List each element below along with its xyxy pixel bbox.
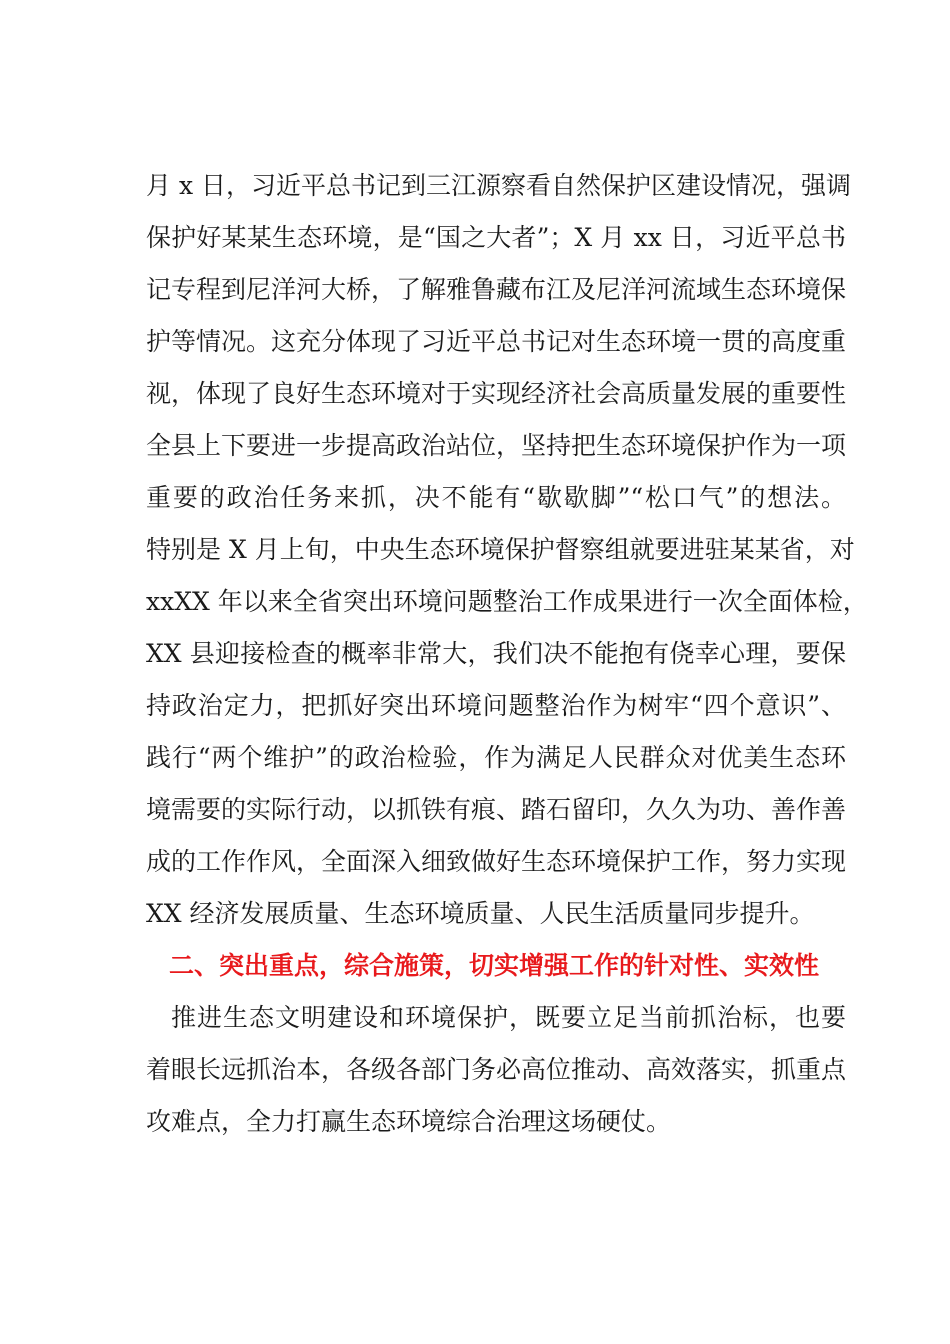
document-body <box>146 160 868 1148</box>
text-line: 月 x 日，习近平总书记到三江源察看自然保护区建设情况，强调 <box>146 171 851 200</box>
text-line: 护等情况。这充分体现了习近平总书记对生态环境一贯的高度重 <box>146 327 847 356</box>
text-line: 践行“两个维护”的政治检验，作为满足人民群众对优美生态环 <box>146 743 846 772</box>
text-line: 成的工作作风，全面深入细致做好生态环境保护工作，努力实现 <box>146 847 847 876</box>
paragraph-section-2 <box>146 992 846 1148</box>
text-line: 视，体现了良好生态环境对于实现经济社会高质量发展的重要性 <box>146 379 847 408</box>
text-line: XX 经济发展质量、生态环境质量、人民生活质量同步提升。 <box>146 899 815 928</box>
text-line: 记专程到尼洋河大桥，了解雅鲁藏布江及尼洋河流域生态环境保 <box>146 275 847 304</box>
text-line: 攻难点，全力打赢生态环境综合治理这场硬仗。 <box>146 1107 672 1136</box>
text-line: 重要的政治任务来抓，决不能有“歇歇脚”“松口气”的想法。 <box>146 483 846 512</box>
text-line: 特别是 X 月上旬，中央生态环境保护督察组就要进驻某某省，对 <box>146 535 855 564</box>
text-line: 推进生态文明建设和环境保护，既要立足当前抓治标，也要 <box>171 1003 846 1032</box>
text-line: 着眼长远抓治本，各级各部门务必高位推动、高效落实，抓重点 <box>146 1055 847 1084</box>
text-line: 境需要的实际行动，以抓铁有痕、踏石留印，久久为功、善作善 <box>146 795 847 824</box>
text-line: 全县上下要进一步提高政治站位，坚持把生态环境保护作为一项 <box>146 431 847 460</box>
text-line: 保护好某某生态环境，是“国之大者”；X 月 xx 日，习近平总书 <box>146 223 846 252</box>
text-line: xxXX 年以来全省突出环境问题整治工作成果进行一次全面体检， <box>146 587 868 616</box>
paragraph-continuation <box>146 160 868 940</box>
text-line: XX 县迎接检查的概率非常大，我们决不能抱有侥幸心理，要保 <box>146 639 846 668</box>
text-line: 持政治定力，把抓好突出环境问题整治作为树牢“四个意识”、 <box>146 691 846 720</box>
section-heading: 二、突出重点，综合施策，切实增强工作的针对性、实效性 <box>169 951 820 980</box>
